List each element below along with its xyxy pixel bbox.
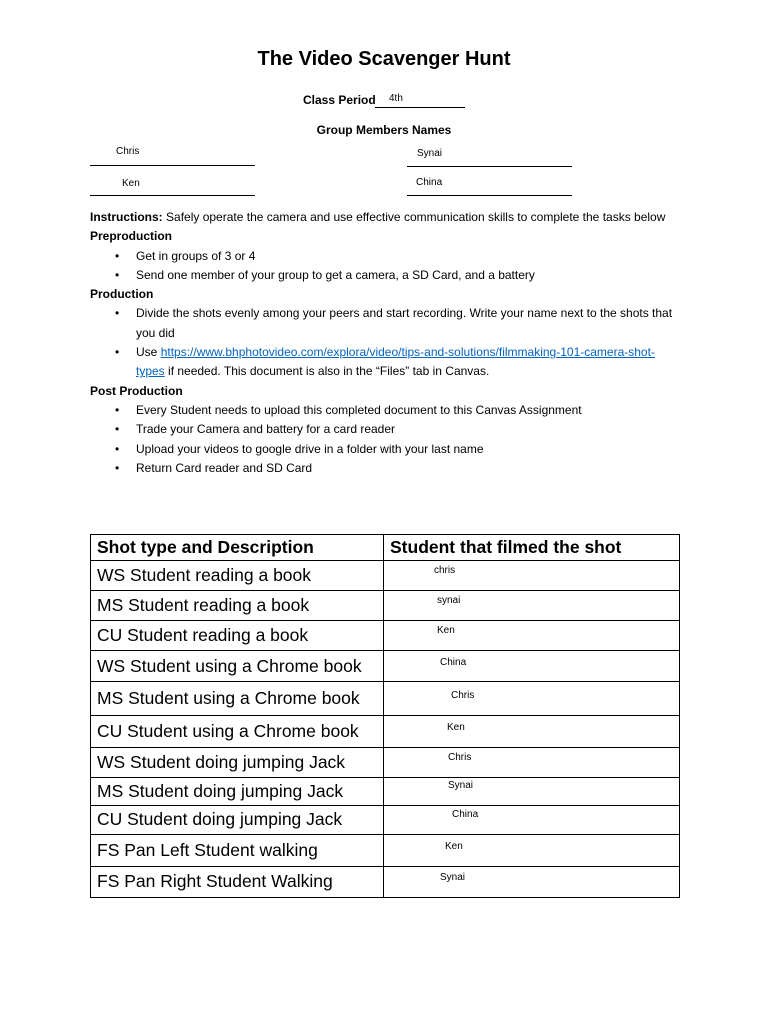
student-header: Student that filmed the shot	[384, 535, 680, 561]
student-cell: China	[384, 806, 680, 835]
member-line	[407, 166, 572, 167]
preproduction-list	[90, 247, 680, 286]
student-cell: Ken	[384, 620, 680, 650]
shot-cell: MS Student doing jumping Jack	[91, 778, 384, 806]
table-row	[91, 560, 680, 590]
table-row	[91, 650, 680, 682]
table-row	[91, 806, 680, 835]
list-item: • Upload your videos to google drive in a folder with your last name	[136, 440, 680, 459]
shot-cell: FS Pan Right Student Walking	[91, 866, 384, 897]
table-row	[91, 834, 680, 866]
member-name: Chris	[116, 146, 140, 157]
member-name: Ken	[122, 178, 140, 189]
shot-cell: CU Student doing jumping Jack	[91, 806, 384, 835]
shot-cell: FS Pan Left Student walking	[91, 834, 384, 866]
class-period-value: 4th	[389, 93, 403, 104]
list-item	[136, 343, 680, 382]
list-item: • Every Student needs to upload this completed document to this Canvas Assignment	[136, 401, 680, 420]
shot-cell: CU Student reading a book	[91, 620, 384, 650]
table-row	[91, 748, 680, 778]
table-row	[91, 620, 680, 650]
list-item: • Divide the shots evenly among your peers and start recording. Write your name next to the shots that you did	[136, 304, 680, 343]
class-period-label: Class Period	[303, 93, 376, 107]
member-name: Synai	[417, 148, 443, 159]
instructions-text: Safely operate the camera and use effective communication skills to complete the tasks below	[166, 210, 666, 224]
table-row	[91, 778, 680, 806]
use-prefix: Use	[136, 345, 158, 360]
shot-type-header: Shot type and Description	[91, 535, 384, 561]
post-production-heading: Post Production	[90, 383, 183, 398]
document-title: The Video Scavenger Hunt	[257, 48, 511, 70]
group-members-heading: Group Members Names	[316, 123, 452, 137]
shot-cell: WS Student using a Chrome book	[91, 650, 384, 682]
shot-cell: WS Student reading a book	[91, 560, 384, 590]
student-cell: Ken	[384, 834, 680, 866]
student-cell: synai	[384, 590, 680, 620]
class-period-line	[375, 107, 465, 108]
shot-cell: MS Student reading a book	[91, 590, 384, 620]
list-item: • Trade your Camera and battery for a card reader	[136, 420, 680, 439]
shot-table	[90, 534, 680, 898]
table-row	[91, 716, 680, 748]
list-item: • Send one member of your group to get a camera, a SD Card, and a battery	[136, 266, 680, 285]
student-cell: chris	[384, 560, 680, 590]
production-list	[90, 304, 680, 381]
post-production-list	[90, 401, 680, 478]
shot-cell: CU Student using a Chrome book	[91, 716, 384, 748]
instructions-intro	[90, 208, 680, 227]
instructions-section	[90, 208, 680, 478]
student-cell: Synai	[384, 778, 680, 806]
shot-cell: MS Student using a Chrome book	[91, 682, 384, 716]
member-line	[407, 195, 572, 196]
table-row	[91, 682, 680, 716]
production-heading: Production	[90, 287, 154, 302]
link-suffix: if needed. This document is also in the “Files” tab in Canvas.	[168, 364, 490, 379]
list-item: • Get in groups of 3 or 4	[136, 247, 680, 266]
list-item: • Return Card reader and SD Card	[136, 459, 680, 478]
student-cell: China	[384, 650, 680, 682]
student-cell: Chris	[384, 682, 680, 716]
member-line	[90, 195, 255, 196]
camera-shot-types-link[interactable]: https://www.bhphotovideo.com/explora/video/tips-and-solutions/filmmaking-101-camera-shot-types	[136, 345, 655, 379]
student-cell: Chris	[384, 748, 680, 778]
shot-cell: WS Student doing jumping Jack	[91, 748, 384, 778]
instructions-label: Instructions:	[90, 210, 163, 224]
student-cell: Synai	[384, 866, 680, 897]
table-row	[91, 866, 680, 897]
member-line	[90, 165, 255, 166]
preproduction-heading: Preproduction	[90, 229, 173, 244]
table-header-row	[91, 535, 680, 561]
student-cell: Ken	[384, 716, 680, 748]
member-name: China	[416, 177, 443, 188]
table-row	[91, 590, 680, 620]
